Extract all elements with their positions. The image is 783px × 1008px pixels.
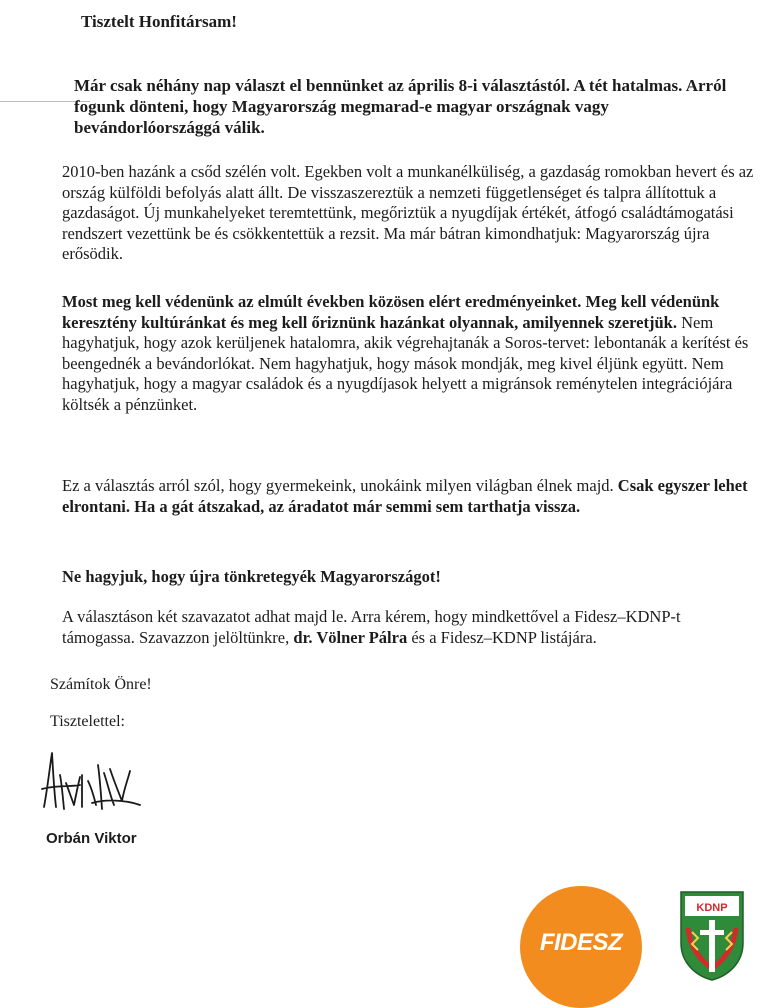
intro-paragraph: Már csak néhány nap választ el bennünket az április 8-i választástól. A tét hatalmas. Arról fogunk dönteni, hogy Magyarország megmarad-e magyar országnak vagy bevándorlóországgá válik. bbox=[74, 76, 727, 137]
signature bbox=[36, 745, 146, 825]
vote-end-text: és a Fidesz–KDNP listájára. bbox=[407, 627, 597, 647]
fidesz-logo-text: FIDESZ bbox=[539, 929, 623, 956]
kdnp-logo-text: KDNP bbox=[696, 902, 728, 914]
paragraph-2010: 2010-ben hazánk a csőd szélén volt. Egekben volt a munkanélküliség, a gazdaság romokban hevert és az ország külföldi befolyás alatt állt. De visszaszereztük a nemzeti függetlenséget és talpra állítottuk a gazdaságot. Új munkahelyeket teremtettünk, megőriztük a nyugdíjak értékét, átfogó családtámogatási rendszert vezettünk be és csökkentettük a rezsit. Ma már bátran kimondhatjuk: Magyarország újra erősödik. bbox=[62, 162, 754, 263]
paragraph-election bbox=[62, 476, 752, 517]
fidesz-logo bbox=[520, 886, 642, 1008]
election-bold-text: Csak egyszer lehet elrontani. Ha a gát átszakad, az áradatot már semmi sem tarthatja vissza. bbox=[62, 476, 748, 516]
signer-name: Orbán Viktor bbox=[46, 830, 137, 847]
candidate-name: dr. Völner Pálra bbox=[293, 627, 408, 647]
paragraph-defend bbox=[62, 292, 754, 415]
count-on-you: Számítok Önre! bbox=[50, 676, 152, 693]
paragraph-vote bbox=[62, 607, 752, 648]
greeting: Tisztelt Honfitársam! bbox=[81, 12, 237, 31]
vote-text: A választáson két szavazatot adhat majd le. Arra kérem, hogy mindkettővel a Fidesz–KDNP-t támogassa. Szavazzon jelöltünkre, bbox=[62, 607, 681, 647]
closing: Tisztelettel: bbox=[50, 713, 125, 730]
election-text: Ez a választás arról szól, hogy gyermekeink, unokáink milyen világban élnek majd. bbox=[62, 476, 618, 495]
slogan: Ne hagyjuk, hogy újra tönkretegyék Magyarországot! bbox=[62, 567, 441, 586]
defend-text: Nem hagyhatjuk, hogy azok kerüljenek hatalomra, akik végrehajtanák a Soros-tervet: lebontanák a kerítést és beengednék a bevándorlókat. Nem hagyhatjuk, hogy mások mondják, meg kivel éljünk együtt. Nem hagyhatjuk, hogy a magyar családok és a nyugdíjasok helyett a migránsok reménytelen integrációjára költsék a pénzünket. bbox=[62, 312, 749, 414]
kdnp-logo bbox=[678, 888, 746, 981]
defend-bold-text: Most meg kell védenünk az elmúlt években közösen elért eredményeinket. Meg kell védenünk keresztény kultúránkat és meg kell őriznünk hazánkat olyannak, amilyennek szeretjük. bbox=[62, 292, 720, 332]
